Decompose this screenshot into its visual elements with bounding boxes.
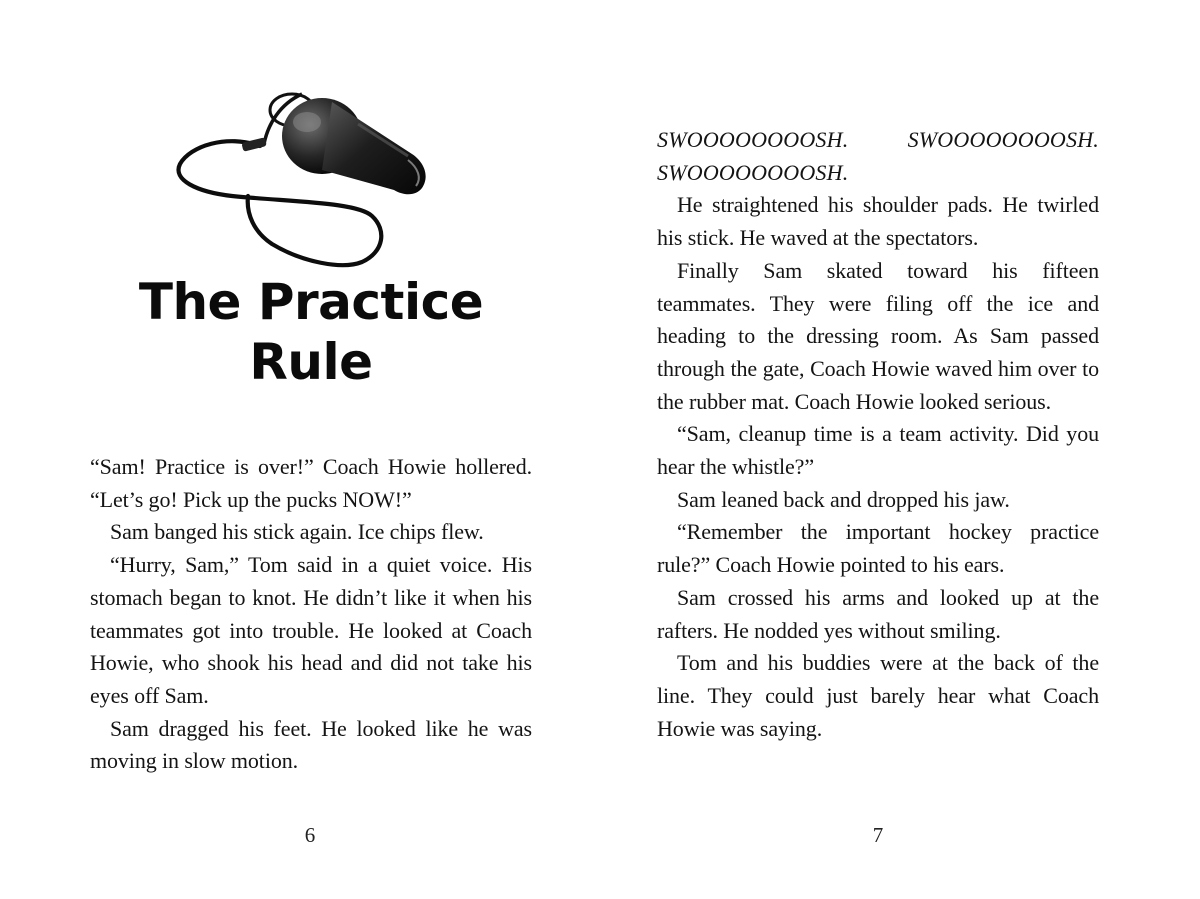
page-number: 7 [872,823,884,847]
paragraph: “Hurry, Sam,” Tom said in a quiet voice. His stomach began to knot. He didn’t like it when his teammates got into trouble. He looked at Coach Howie, who shook his head and did not take his eyes off Sam. [90,552,532,708]
paragraph: Sam banged his stick again. Ice chips flew. [110,519,484,545]
whistle-icon [172,84,434,270]
chapter-title [90,272,532,392]
paragraph: “Sam! Practice is over!” Coach Howie hollered. “Let’s go! Pick up the pucks NOW!” [90,454,532,512]
left-page-body [90,451,532,778]
paragraph: Tom and his buddies were at the back of the line. They could just barely hear what Coach Howie was saying. [657,650,1099,741]
paragraph: “Remember the important hockey practice rule?” Coach Howie pointed to his ears. [657,519,1099,578]
paragraph: “Sam, cleanup time is a team activity. Did you hear the whistle?” [657,421,1099,480]
right-page-body [657,124,1099,745]
right-page [600,0,1200,899]
chapter-title-line-2: Rule [249,333,373,391]
sound-effect-text: SWOOOOOOOOSH. SWOOOOOOOOSH. SWOOOOOOOOSH. [657,127,1099,185]
paragraph: Sam dragged his feet. He looked like he was moving in slow motion. [90,715,532,774]
page-number: 6 [304,823,316,847]
paragraph: Sam leaned back and dropped his jaw. [677,486,1010,512]
paragraph: He straightened his shoulder pads. He twirled his stick. He waved at the spectators. [657,192,1099,251]
paragraph: Finally Sam skated toward his fifteen teammates. They were filing off the ice and heading to the dressing room. As Sam passed through the gate, Coach Howie waved him over to the rubber mat. Coach Howie looked serious. [657,257,1099,414]
chapter-title-line-1: The Practice [138,273,484,331]
paragraph: Sam crossed his arms and looked up at the rafters. He nodded yes without smiling. [657,584,1099,643]
